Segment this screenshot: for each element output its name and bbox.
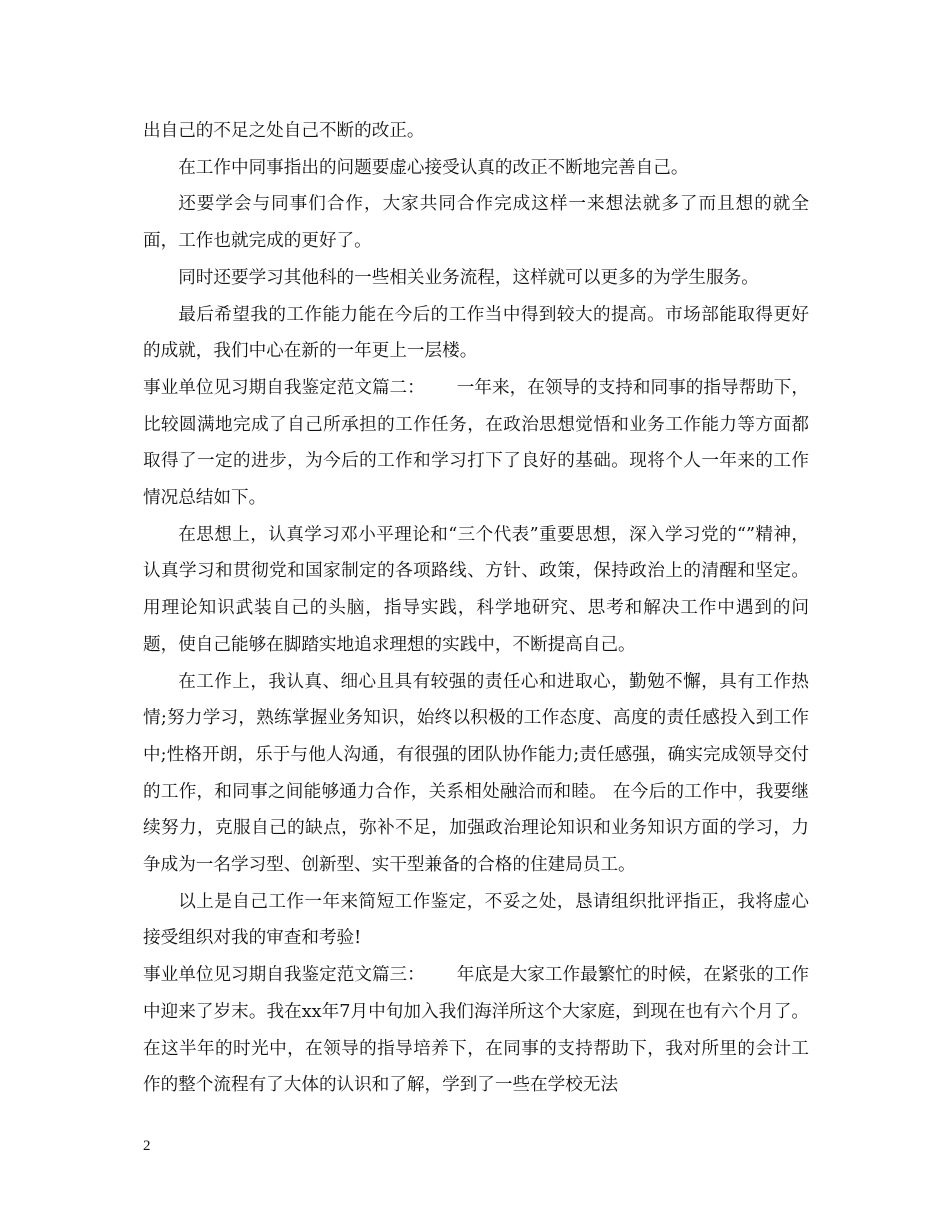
paragraph-1: 出自己的不足之处自己不断的改正。 bbox=[143, 121, 425, 141]
document-body bbox=[143, 113, 809, 1104]
paragraph-closing: 以上是自己工作一年来简短工作鉴定，不妥之处，恳请组织批评指正，我将虚心接受组织对我的审查和考验! bbox=[143, 891, 809, 949]
paragraph-2: 在工作中同事指出的问题要虚心接受认真的改正不断地完善自己。 bbox=[178, 157, 689, 178]
section-two-paragraph: 事业单位见习期自我鉴定范文篇二： 一年来，在领导的支持和同事的指导帮助下，比较圆满地完成了自己所承担的工作任务，在政治思想觉悟和业务工作能力等方面都取得了一定的进步，为今后的工作和学习打下了良好的基础。现将个人一年来的工作情况总结如下。 bbox=[143, 377, 809, 509]
paragraph-5: 最后希望我的工作能力能在今后的工作当中得到较大的提高。市场部能取得更好的成就，我们中心在新的一年更上一层楼。 bbox=[143, 304, 809, 362]
paragraph-thought: 在思想上，认真学习邓小平理论和“三个代表”重要思想，深入学习党的“”精神，认真学习和贯彻党和国家制定的各项路线、方针、政策，保持政治上的清醒和坚定。用理论知识武装自己的头脑，指导实践，科学地研究、思考和解决工作中遇到的问题，使自己能够在脚踏实地追求理想的实践中，不断提高自己。 bbox=[143, 524, 809, 655]
page-number: 2 bbox=[143, 1138, 151, 1154]
paragraph-4: 同时还要学习其他科的一些相关业务流程，这样就可以更多的为学生服务。 bbox=[178, 267, 759, 288]
paragraph-work: 在工作上，我认真、细心且具有较强的责任心和进取心，勤勉不懈，具有工作热情;努力学习，熟练掌握业务知识，始终以积极的工作态度、高度的责任感投入到工作中;性格开朗，乐于与他人沟通，有很强的团队协作能力;责任感强，确实完成领导交付的工作，和同事之间能够通力合作，关系相处融洽而和睦。 在今后的工作中，我要继续努力，克服自己的缺点，弥补不足，加强政治理论知识和业务知识方面的学习，力争成为一名学习型、创新型、实干型兼备的合格的住建局员工。 bbox=[143, 671, 809, 876]
paragraph-3: 还要学会与同事们合作，大家共同合作完成这样一来想法就多了而且想的就全面，工作也就完成的更好了。 bbox=[143, 194, 809, 252]
section-three-paragraph: 事业单位见习期自我鉴定范文篇三： 年底是大家工作最繁忙的时候，在紧张的工作中迎来了岁末。我在xx年7月中旬加入我们海洋所这个大家庭，到现在也有六个月了。在这半年的时光中，在领导的指导培养下，在同事的支持帮助下，我对所里的会计工作的整个流程有了大体的认识和了解，学到了一些在学校无法 bbox=[143, 965, 809, 1096]
